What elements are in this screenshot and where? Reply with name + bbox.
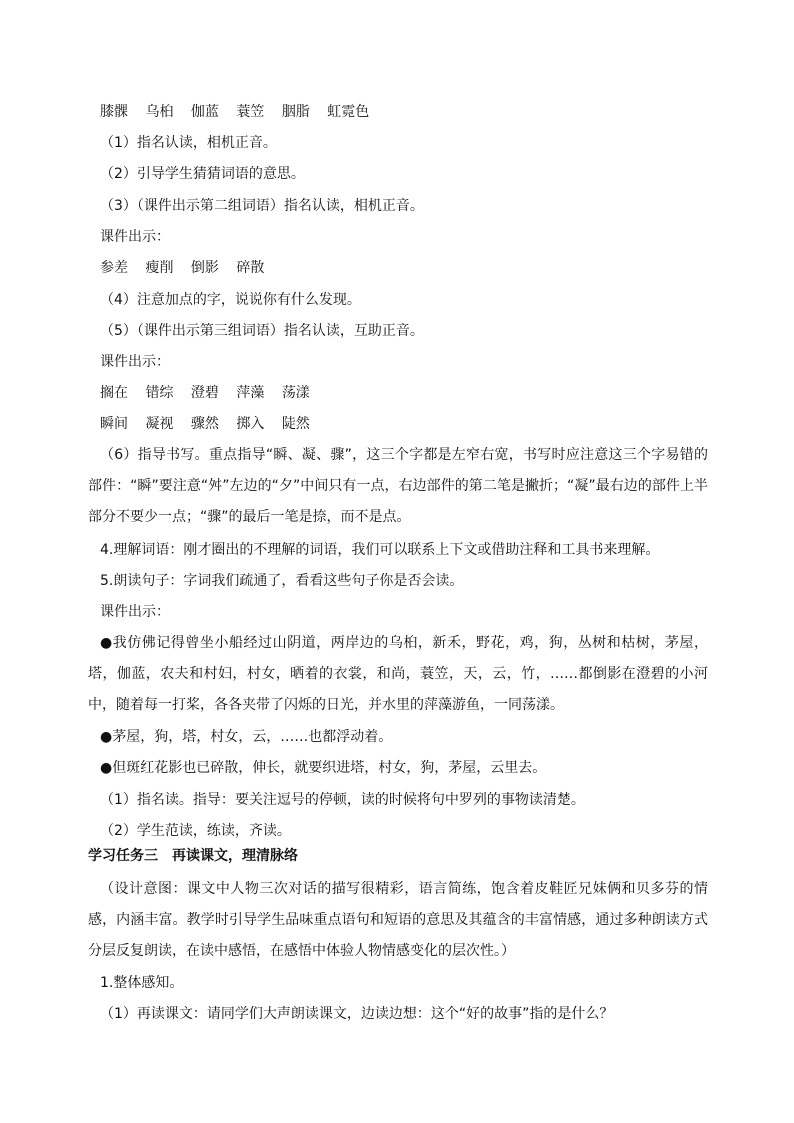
quoted-sentence-2: ●茅屋，狗，塔，村女，云，……也都浮动着。 [100, 729, 393, 745]
courseware-label: 课件出示： [100, 354, 170, 370]
vocab-row-2 [100, 258, 277, 278]
vocab-row-3 [100, 383, 323, 403]
quoted-sentence-3: ●但斑红花影也已碎散，伸长，就要织进塔，村女，狗，茅屋，云里去。 [100, 760, 547, 776]
vocab-word: 萍藻 [236, 385, 265, 401]
vocab-word: 荡漾 [281, 385, 310, 401]
vocab-word: 碎散 [236, 260, 265, 276]
vocab-row-4 [100, 414, 323, 434]
writing-guidance-paragraph: （6）指导书写。重点指导“瞬、凝、骤”，这三个字都是左窄右宽，书写时应注意这三个字易错的部件：“瞬”要注意“舛”左边的“夕”中间只有一点，右边部件的第二笔是撇折；“凝”最右边的部件上半部分不要少一点；“骤”的最后一笔是捺，而不是点。 [88, 447, 708, 525]
vocab-word: 蓑笠 [236, 104, 265, 120]
design-intent-paragraph: （设计意图：课文中人物三次对话的描写很精彩，语言简练，饱含着皮鞋匠兄妹俩和贝多芬的情感，内涵丰富。教学时引导学生品味重点语句和短语的意思及其蕴含的丰富情感，通过多种朗读方式分层反复朗读，在读中感悟，在感悟中体验人物情感变化的层次性。） [88, 881, 708, 959]
step-line: （4）注意加点的字，说说你有什么发现。 [100, 292, 361, 308]
vocab-word: 错综 [145, 385, 174, 401]
step-line: （5）（课件出示第三组词语）指名认读，互助正音。 [100, 323, 424, 339]
vocab-word: 乌桕 [145, 104, 174, 120]
step-line: （1）再读课文：请同学们大声朗读课文，边读边想：这个“好的故事”指的是什么？ [100, 1006, 614, 1022]
vocab-word: 膝髁 [100, 104, 128, 120]
courseware-label: 课件出示： [100, 229, 170, 245]
step-line: 4.理解词语：刚才圈出的不理解的词语，我们可以联系上下文或借助注释和工具书来理解。 [100, 542, 660, 558]
vocab-word: 胭脂 [281, 104, 310, 120]
step-line: 1.整体感知。 [100, 975, 184, 991]
vocab-word: 掷入 [236, 416, 265, 432]
step-line: （1）指名读。指导：要关注逗号的停顿，读的时候将句中罗列的事物读清楚。 [100, 792, 585, 808]
section-heading: 学习任务三 再读课文，理清脉络 [88, 848, 298, 864]
vocab-row-1 [100, 102, 382, 122]
vocab-word: 伽蓝 [190, 104, 219, 120]
vocab-word: 倒影 [190, 260, 219, 276]
step-line: （3）（课件出示第二组词语）指名认读，相机正音。 [100, 198, 424, 214]
step-line: （2）学生范读，练读，齐读。 [100, 823, 291, 839]
vocab-word: 骤然 [190, 416, 219, 432]
vocab-word: 参差 [100, 260, 128, 276]
vocab-word: 澄碧 [190, 385, 219, 401]
vocab-word: 陡然 [281, 416, 310, 432]
vocab-word: 虹霓色 [327, 104, 370, 120]
vocab-word: 瘦削 [145, 260, 174, 276]
vocab-word: 凝视 [145, 416, 174, 432]
step-line: （2）引导学生猜猜词语的意思。 [100, 166, 305, 182]
quoted-sentence-1: ●我仿佛记得曾坐小船经过山阴道，两岸边的乌桕，新禾，野花，鸡，狗，丛树和枯树，茅屋，塔，伽蓝，农夫和村妇，村女，晒着的衣裳，和尚，蓑笠，天，云，竹，……都倒影在澄碧的小河中，随着每一打桨，各各夹带了闪烁的日光，并水里的萍藻游鱼，一同荡漾。 [88, 635, 708, 713]
vocab-word: 搁在 [100, 385, 128, 401]
courseware-label: 课件出示： [100, 604, 170, 620]
step-line: （1）指名认读，相机正音。 [100, 135, 277, 151]
vocab-word: 瞬间 [100, 416, 128, 432]
step-line: 5.朗读句子：字词我们疏通了，看看这些句子你是否会读。 [100, 573, 464, 589]
